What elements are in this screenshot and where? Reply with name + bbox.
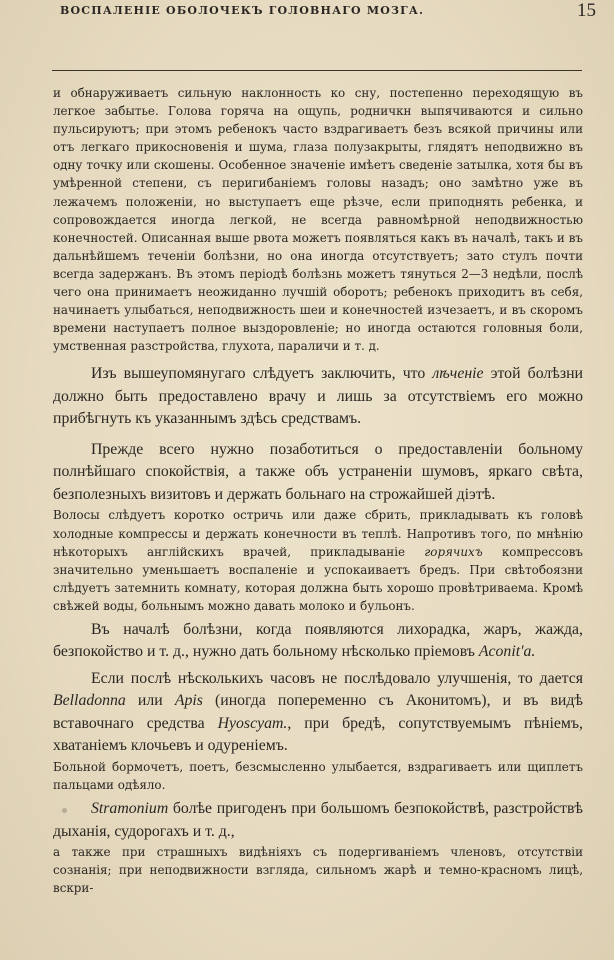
- italic-run: Aconit'a.: [478, 643, 536, 661]
- ink-spot: [62, 808, 67, 813]
- paragraph-large-2: [53, 363, 583, 431]
- italic-run: Hyoscyam.: [217, 714, 288, 732]
- paragraph-small-1: [53, 84, 583, 355]
- paragraph-text: и обнаруживаетъ сильную наклонность ко сну, постепенно переходящую въ легкое забытье. Голова горяча на ощупь, родничкн выпячиваются и сильно пульсируютъ; при этомъ ребенокъ часто вздрагиваетъ безъ всякой причины или отъ легкаго прикосновенія и шума, глаза полузакрыты, глядятъ неподвижно въ одну точку или скошены. Особенное значеніе имѣетъ сведеніе затылка, хотя бы въ умѣренной степени, съ перигибаніемъ головы назадъ; оно замѣтно уже въ лежачемъ положеніи, но выступаетъ еще рѣзче, если приподнять ребенка, и сопровождается иногда легкой, не всегда равномѣрной неподвижностью конечностей. Описанная выше рвота можетъ появляться какъ въ началѣ, такъ и въ дальнѣйшемъ теченіи болѣзни, но она иногда отсутствуетъ; зато стулъ почти всегда задержанъ. Въ этомъ періодѣ болѣзнь можетъ тянуться 2—3 недѣли, послѣ чего она принимаетъ неожиданно лучшій оборотъ; ребенокъ приходитъ въ себя, начинаетъ улыбаться, неподвижность шеи и конечностей изчезаетъ, и въ скоромъ времени наступаетъ полное выздоровленіе; но иногда остаются головныя боли, умственная разстройства, глухота, параличи и т. д.: [53, 86, 583, 354]
- paragraph-text: [53, 506, 583, 615]
- text-run: , при бредѣ, сопутствуемымъ пѣніемъ, хватаніемъ клочьевъ и одуреніемъ.: [53, 714, 583, 755]
- paragraph-large-6: [53, 798, 583, 843]
- paragraph-text: а также при страшныхъ видѣніяхъ съ подергиваніемъ членовъ, отсутствіи сознанія; при неподвижности взгляда, сильномъ жарѣ и темно-красномъ лицѣ, вскри-: [53, 845, 583, 896]
- paragraph-large-4: [53, 619, 583, 664]
- paragraph-text: [53, 668, 583, 758]
- italic-run: Apis: [174, 692, 203, 710]
- paragraph-text: [53, 363, 583, 431]
- paragraph-text: Больной бормочетъ, поетъ, безсмысленно улыбается, вздрагиваетъ или щиплетъ пальцами одѣяло.: [53, 759, 583, 793]
- italic-run: Belladonna: [53, 692, 126, 710]
- italic-run: лѣченіе: [432, 365, 484, 383]
- text-run: или: [125, 692, 175, 710]
- text-run: компрессовъ значительно уменьшаетъ воспаленіе и успокаиваетъ бредъ. При свѣтобоязни слѣдуетъ затемнить комнату, которая должна быть хорошо провѣтриваема. Кромѣ свѣжей воды, больнымъ можно давать молоко и бульонъ.: [53, 544, 583, 613]
- paragraph-large-5: [53, 668, 583, 758]
- italic-run: Stramonium: [91, 800, 169, 818]
- body-text: [53, 84, 583, 897]
- text-run: Въ началѣ болѣзни, когда появляются лихорадка, жаръ, жажда, безпокойство и т. д., нужно дать больному нѣсколько пріемовъ: [53, 620, 583, 661]
- paragraph-text: [53, 798, 583, 843]
- text-run: этой болѣзни должно быть предоставлено врачу и лишь за отсутствіемъ его можно прибѣгнуть къ указаннымъ здѣсь средствамъ.: [53, 365, 583, 428]
- paragraph-text: Прежде всего нужно позаботиться о предоставленіи больному полнѣйшаго спокойствія, а также объ устраненіи шумовъ, яркаго свѣта, безполезныхъ визитовъ и держать больнаго на строжайшей діэтѣ.: [53, 440, 583, 503]
- header-rule: [52, 70, 582, 71]
- page-header: [60, 38, 584, 62]
- italic-run: горячихъ: [424, 544, 483, 559]
- text-run: Изъ вышеупомянугаго слѣдуетъ заключить, что: [91, 365, 433, 383]
- text-run: (иногда попеременно съ Аконитомъ), и въ видѣ вставочнаго средства: [53, 692, 583, 732]
- paragraph-small-3: [53, 506, 583, 615]
- page-number: 15: [577, 0, 596, 21]
- paragraph-text: [53, 619, 583, 664]
- text-run: болѣе пригоденъ при большомъ безпокойствѣ, разстройствѣ дыханія, судорогахъ и т. д.,: [53, 800, 583, 840]
- text-run: Если послѣ нѣсколькихъ часовъ не послѣдовало улучшенія, то дается: [91, 669, 583, 687]
- paragraph-small-5: [53, 758, 583, 794]
- paragraph-small-6: [53, 843, 583, 897]
- text-run: Волосы слѣдуетъ коротко остричь или даже сбрить, прикладывать къ головѣ холодные компрессы и держать конечности въ теплѣ. Напротивъ того, по мнѣнію нѣкоторыхъ англійскихъ врачей, прикладываніе: [53, 508, 583, 559]
- running-title: ВОСПАЛЕНІЕ ОБОЛОЧЕКЪ ГОЛОВНАГО МОЗГА.: [60, 4, 425, 17]
- paragraph-large-3: [53, 439, 583, 507]
